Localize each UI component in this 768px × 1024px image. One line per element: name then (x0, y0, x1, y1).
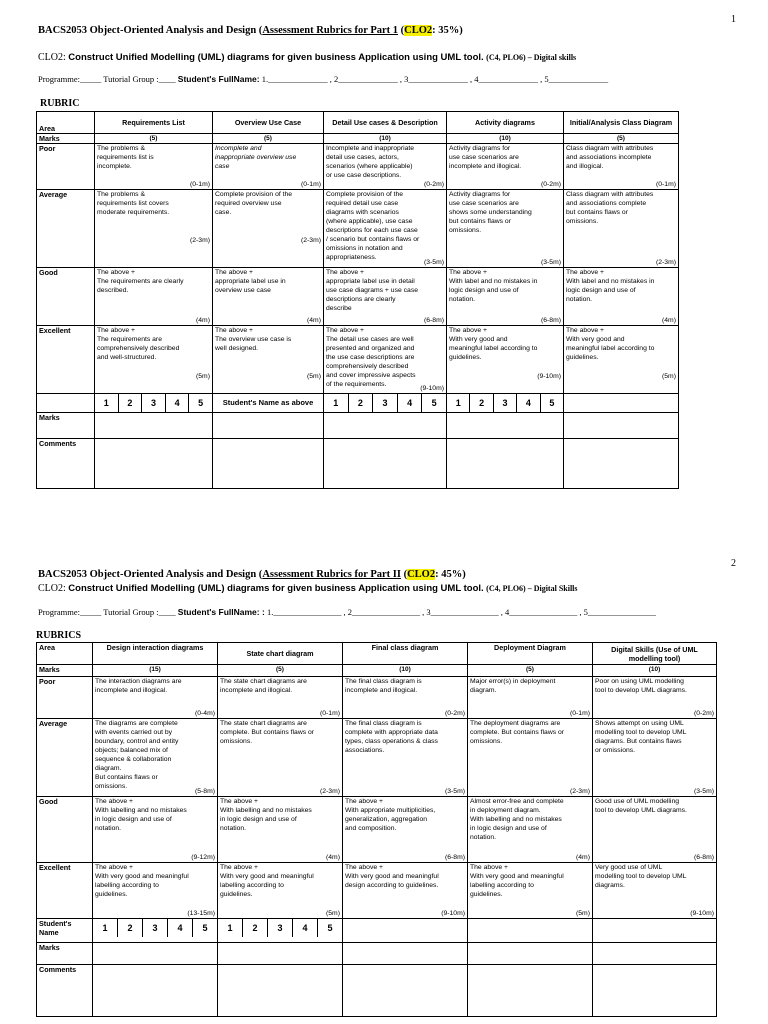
mark-range: (2-3m) (319, 788, 340, 795)
mark-range: (4m) (326, 854, 340, 861)
clo-text: Construct Unified Modelling (UML) diagrams for given business Application using UML tool. (68, 52, 484, 63)
student-number: 1 (93, 919, 118, 937)
criteria-cell: The above + The overview use case is well designed. (5m) (213, 326, 324, 394)
max-marks: (5) (213, 134, 324, 144)
criteria-cell: The problems & requirements list is incomplete. (0-1m) (95, 144, 213, 190)
criteria-cell: The problems & requirements list covers moderate requirements. (2-3m) (95, 190, 213, 268)
student-number: 1 (95, 394, 119, 412)
student-number-row (37, 394, 679, 413)
comment-cell[interactable] (468, 965, 593, 1017)
header-deployment-diagram: Deployment Diagram (468, 643, 593, 665)
student-number: 4 (166, 394, 190, 412)
student-number: 4 (168, 919, 193, 937)
criteria-cell: Complete provision of the required overview use case. (2-3m) (213, 190, 324, 268)
criteria-cell: The above + The detail use cases are well presented and organized and the use case descriptions are comprehensively described and cover impressive aspects of the requirements. (9-10m) (324, 326, 447, 394)
student-number: 4 (293, 919, 318, 937)
name-slots: 1.________________ , 2________________ , 3________________ , 4________________ , 5________________ (266, 607, 656, 617)
header-state-chart: State chart diagram (218, 643, 343, 665)
mark-range: (5m) (326, 910, 340, 917)
criteria-cell: The above + With appropriate multiplicities, generalization, aggregation and composition. (6-8m) (343, 797, 468, 863)
criteria-cell: Poor on using UML modelling tool to develop UML diagrams. (0-2m) (593, 677, 717, 719)
criteria-cell: The final class diagram is incomplete and illogical. (0-2m) (343, 677, 468, 719)
criteria-cell: Very good use of UML modelling tool to develop UML diagrams. (9-10m) (593, 863, 717, 919)
mark-range: (3-5m) (693, 788, 714, 795)
criteria-cell: The above + appropriate label use in overview use case (4m) (213, 268, 324, 326)
mark-entry-cell[interactable] (593, 943, 717, 965)
assessment-title: Assessment Rubrics for Part 1 (262, 25, 399, 36)
student-fullname-label: Student's FullName: : (177, 607, 265, 617)
mark-range: (4m) (662, 317, 676, 324)
student-number: 3 (494, 394, 517, 412)
criteria-cell: The interaction diagrams are incomplete and illogical. (0-4m) (93, 677, 218, 719)
mark-range: (5m) (307, 373, 321, 380)
level-label: Average (37, 719, 93, 797)
header-requirements-list: Requirements List (95, 112, 213, 134)
clo-statement (38, 52, 576, 63)
marks-entry-row (37, 943, 717, 965)
criteria-cell: The above + With very good and meaningful labelling according to guidelines. (5m) (468, 863, 593, 919)
marks-label: Marks (37, 665, 93, 677)
criteria-cell: The above + With very good and meaningful labelling according to guidelines. (13-15m) (93, 863, 218, 919)
student-number: 5 (198, 398, 204, 408)
rubric-table-part2 (36, 642, 717, 1017)
header-detail-use-cases: Detail Use cases & Description (324, 112, 447, 134)
mark-range: (2-3m) (189, 237, 210, 244)
student-number: 5 (327, 923, 333, 933)
mark-range: (0-2m) (444, 710, 465, 717)
student-number: 3 (142, 394, 166, 412)
row-good (37, 268, 679, 326)
comment-cell[interactable] (213, 439, 324, 489)
comment-cell[interactable] (324, 439, 447, 489)
row-average (37, 719, 717, 797)
programme-line (38, 74, 608, 84)
mark-range: (2-3m) (569, 788, 590, 795)
mark-range: (0-1m) (319, 710, 340, 717)
comments-label: Comments (37, 965, 93, 1017)
level-label: Average (37, 190, 95, 268)
criteria-cell: Class diagram with attributes and associations incomplete and illogical. (0-1m) (564, 144, 679, 190)
course-title: BACS2053 Object-Oriented Analysis and Design ( (38, 25, 263, 36)
criteria-cell: The state chart diagrams are incomplete and illogical. (0-1m) (218, 677, 343, 719)
student-number: 1 (218, 919, 243, 937)
criteria-cell: The above + The requirements are clearly described. (4m) (95, 268, 213, 326)
student-name-label: Student's Name as above (213, 394, 324, 413)
programme-label: Programme:_____ Tutorial Group :____ (38, 74, 176, 84)
mark-range: (9-10m) (690, 910, 714, 917)
mark-range: (0-4m) (194, 710, 215, 717)
comments-row (37, 965, 717, 1017)
rubric-table-part1 (36, 111, 679, 489)
student-number: 5 (202, 923, 208, 933)
criteria-cell: Shows attempt on using UML modelling tool to develop UML diagrams. But contains flaws or omissions. (3-5m) (593, 719, 717, 797)
marks-label: Marks (37, 134, 95, 144)
student-number: 2 (119, 394, 143, 412)
student-number: 3 (268, 919, 293, 937)
mark-range: (9-10m) (537, 373, 561, 380)
comments-row (37, 439, 679, 489)
row-excellent (37, 326, 679, 394)
max-marks: (5) (564, 134, 679, 144)
mark-entry-cell[interactable] (343, 943, 468, 965)
level-label: Good (37, 268, 95, 326)
rubric-heading: RUBRIC (40, 98, 80, 109)
mark-range: (9-10m) (420, 385, 444, 392)
mark-range: (2-3m) (300, 237, 321, 244)
marks-entry-row (37, 413, 679, 439)
row-poor (37, 144, 679, 190)
criteria-cell: Incomplete and inappropriate overview use case (0-1m) (213, 144, 324, 190)
comment-cell[interactable] (593, 965, 717, 1017)
criteria-cell: Incomplete and inappropriate detail use cases, actors, scenarios (where applicable) or use case descriptions. (0-2m) (324, 144, 447, 190)
comments-label: Comments (37, 439, 95, 489)
mark-range: (2-3m) (655, 259, 676, 266)
criteria-cell: The final class diagram is complete with appropriate data types, class operations & class associations. (3-5m) (343, 719, 468, 797)
row-poor (37, 677, 717, 719)
header-overview-use-case: Overview Use Case (213, 112, 324, 134)
criteria-cell: The above + With labelling and no mistakes in logic design and use of notation. (4m) (218, 797, 343, 863)
header-final-class-diagram: Final class diagram (343, 643, 468, 665)
mark-range: (3-5m) (423, 259, 444, 266)
student-number: 2 (243, 919, 268, 937)
assessment-title: Assessment Rubrics for Part II (262, 569, 401, 580)
student-number: 2 (470, 394, 493, 412)
row-average (37, 190, 679, 268)
clo-statement (38, 583, 578, 594)
page-title: BACS2053 Object-Oriented Analysis and Design (Assessment Rubrics for Part II (CLO2: 45%) (38, 569, 466, 580)
level-label: Excellent (37, 863, 93, 919)
header-class-diagram: Initial/Analysis Class Diagram (564, 112, 679, 134)
header-activity-diagrams: Activity diagrams (447, 112, 564, 134)
mark-entry-cell[interactable] (468, 943, 593, 965)
marks-row-label: Marks (37, 943, 93, 965)
mark-range: (0-1m) (189, 181, 210, 188)
mark-entry-cell[interactable] (213, 413, 324, 439)
criteria-cell: The above + With label and no mistakes in logic design and use of notation. (6-8m) (447, 268, 564, 326)
student-fullname-label: Student's FullName: (177, 74, 260, 84)
criteria-cell: The above + With very good and meaningful design according to guidelines. (9-10m) (343, 863, 468, 919)
mark-range: (0-1m) (655, 181, 676, 188)
criteria-cell: The above + With very good and meaningful label according to guidelines. (9-10m) (447, 326, 564, 394)
criteria-cell: The above + With very good and meaningful label according to guidelines. (5m) (564, 326, 679, 394)
mark-range: (0-1m) (300, 181, 321, 188)
student-name-label: Student's Name (37, 919, 93, 943)
rubric-heading: RUBRICS (36, 630, 82, 641)
clo-text: Construct Unified Modelling (UML) diagrams for given business Application using UML tool. (68, 583, 484, 594)
mark-range: (4m) (576, 854, 590, 861)
criteria-cell: The above + With very good and meaningful labelling according to guidelines. (5m) (218, 863, 343, 919)
criteria-cell: The above + With label and no mistakes in logic design and use of notation. (4m) (564, 268, 679, 326)
header-area: Area (37, 112, 95, 134)
level-label: Poor (37, 677, 93, 719)
criteria-cell: Class diagram with attributes and associations complete but contains flaws or omissions. (2-3m) (564, 190, 679, 268)
page-number: 1 (731, 14, 736, 25)
programme-label: Programme:_____ Tutorial Group :____ (38, 607, 176, 617)
clo-tags: (C4, PLO6) – Digital Skills (486, 584, 578, 593)
criteria-cell: The deployment diagrams are complete. But contains flaws or omissions. (2-3m) (468, 719, 593, 797)
clo-highlight: CLO2 (404, 25, 433, 36)
mark-range: (5-8m) (194, 788, 215, 795)
max-marks: (5) (95, 134, 213, 144)
clo-label: CLO2: (38, 52, 66, 63)
level-label: Good (37, 797, 93, 863)
clo-percent: : 45%) (435, 569, 466, 580)
criteria-cell: The above + With labelling and no mistakes in logic design and use of notation. (9-12m) (93, 797, 218, 863)
criteria-cell: Good use of UML modelling tool to develop UML diagrams. (6-8m) (593, 797, 717, 863)
programme-line (38, 607, 656, 617)
mark-entry-cell[interactable] (564, 413, 679, 439)
max-marks: (10) (593, 665, 717, 677)
mark-range: (5m) (196, 373, 210, 380)
page-number: 2 (731, 558, 736, 569)
criteria-cell: Activity diagrams for use case scenarios are incomplete and illogical. (0-2m) (447, 144, 564, 190)
mark-range: (0-2m) (540, 181, 561, 188)
mark-range: (6-8m) (423, 317, 444, 324)
clo-percent: : 35%) (432, 25, 463, 36)
clo-tags: (C4, PLO6) – Digital skills (486, 53, 577, 62)
criteria-cell: Activity diagrams for use case scenarios are shows some understanding but contains flaws or omissions. (3-5m) (447, 190, 564, 268)
criteria-cell: Complete provision of the required detail use case diagrams with scenarios (where applicable), use case descriptions for each use case / scenario but contains flaws or omissions in notation and appropriateness. (3-5m) (324, 190, 447, 268)
page-title: BACS2053 Object-Oriented Analysis and Design (Assessment Rubrics for Part 1 (CLO2: 35%) (38, 25, 463, 36)
mark-range: (4m) (196, 317, 210, 324)
name-slots: 1.______________ , 2______________ , 3______________ , 4______________ , 5______________ (261, 74, 609, 84)
mark-range: (6-8m) (693, 854, 714, 861)
mark-range: (0-2m) (693, 710, 714, 717)
mark-range: (9-10m) (441, 910, 465, 917)
max-marks: (10) (343, 665, 468, 677)
header-area: Area (37, 643, 93, 665)
student-number-row (37, 919, 717, 943)
header-digital-skills: Digital Skills (Use of UML modelling tool) (593, 643, 717, 665)
max-marks: (10) (324, 134, 447, 144)
mark-range: (5m) (576, 910, 590, 917)
mark-range: (3-5m) (444, 788, 465, 795)
student-number: 3 (143, 919, 168, 937)
student-number: 5 (549, 398, 555, 408)
criteria-cell: The state chart diagrams are complete. But contains flaws or omissions. (2-3m) (218, 719, 343, 797)
student-number: 2 (118, 919, 143, 937)
criteria-cell: The above + The requirements are comprehensively described and well-structured. (5m) (95, 326, 213, 394)
criteria-cell: The above + appropriate label use in detail use case diagrams + use case descriptions are clearly describe (6-8m) (324, 268, 447, 326)
comment-cell[interactable] (93, 965, 218, 1017)
comment-cell[interactable] (95, 439, 213, 489)
mark-range: (0-2m) (423, 181, 444, 188)
mark-range: (13-15m) (187, 910, 215, 917)
mark-range: (5m) (662, 373, 676, 380)
comment-cell[interactable] (343, 965, 468, 1017)
student-number: 4 (398, 394, 423, 412)
mark-range: (3-5m) (540, 259, 561, 266)
max-marks: (5) (468, 665, 593, 677)
student-number: 4 (517, 394, 540, 412)
criteria-cell: Major error(s) in deployment diagram. (0-1m) (468, 677, 593, 719)
marks-row-label: Marks (37, 413, 95, 439)
max-marks: (10) (447, 134, 564, 144)
mark-range: (6-8m) (540, 317, 561, 324)
student-number: 3 (373, 394, 398, 412)
max-marks: (15) (93, 665, 218, 677)
student-number: 1 (447, 394, 470, 412)
student-number: 1 (324, 394, 349, 412)
max-marks: (5) (218, 665, 343, 677)
row-excellent (37, 863, 717, 919)
mark-range: (4m) (307, 317, 321, 324)
clo-highlight: CLO2 (407, 569, 436, 580)
student-number: 2 (349, 394, 374, 412)
mark-range: (9-12m) (191, 854, 215, 861)
level-label: Excellent (37, 326, 95, 394)
level-label: Poor (37, 144, 95, 190)
comment-cell[interactable] (447, 439, 564, 489)
student-number: 5 (431, 398, 437, 408)
comment-cell[interactable] (218, 965, 343, 1017)
criteria-cell: Almost error-free and complete in deployment diagram. With labelling and no mistakes in logic design and use of notation. (4m) (468, 797, 593, 863)
mark-range: (6-8m) (444, 854, 465, 861)
course-title: BACS2053 Object-Oriented Analysis and Design ( (38, 569, 263, 580)
row-good (37, 797, 717, 863)
comment-cell[interactable] (564, 439, 679, 489)
clo-label: CLO2: (38, 583, 66, 594)
header-interaction-diagrams: Design interaction diagrams (93, 643, 218, 665)
criteria-cell: The diagrams are complete with events carried out by boundary, control and entity objects; balanced mix of sequence & collaboration diagram. But contains flaws or omissions. (5-8m) (93, 719, 218, 797)
mark-range: (0-1m) (569, 710, 590, 717)
